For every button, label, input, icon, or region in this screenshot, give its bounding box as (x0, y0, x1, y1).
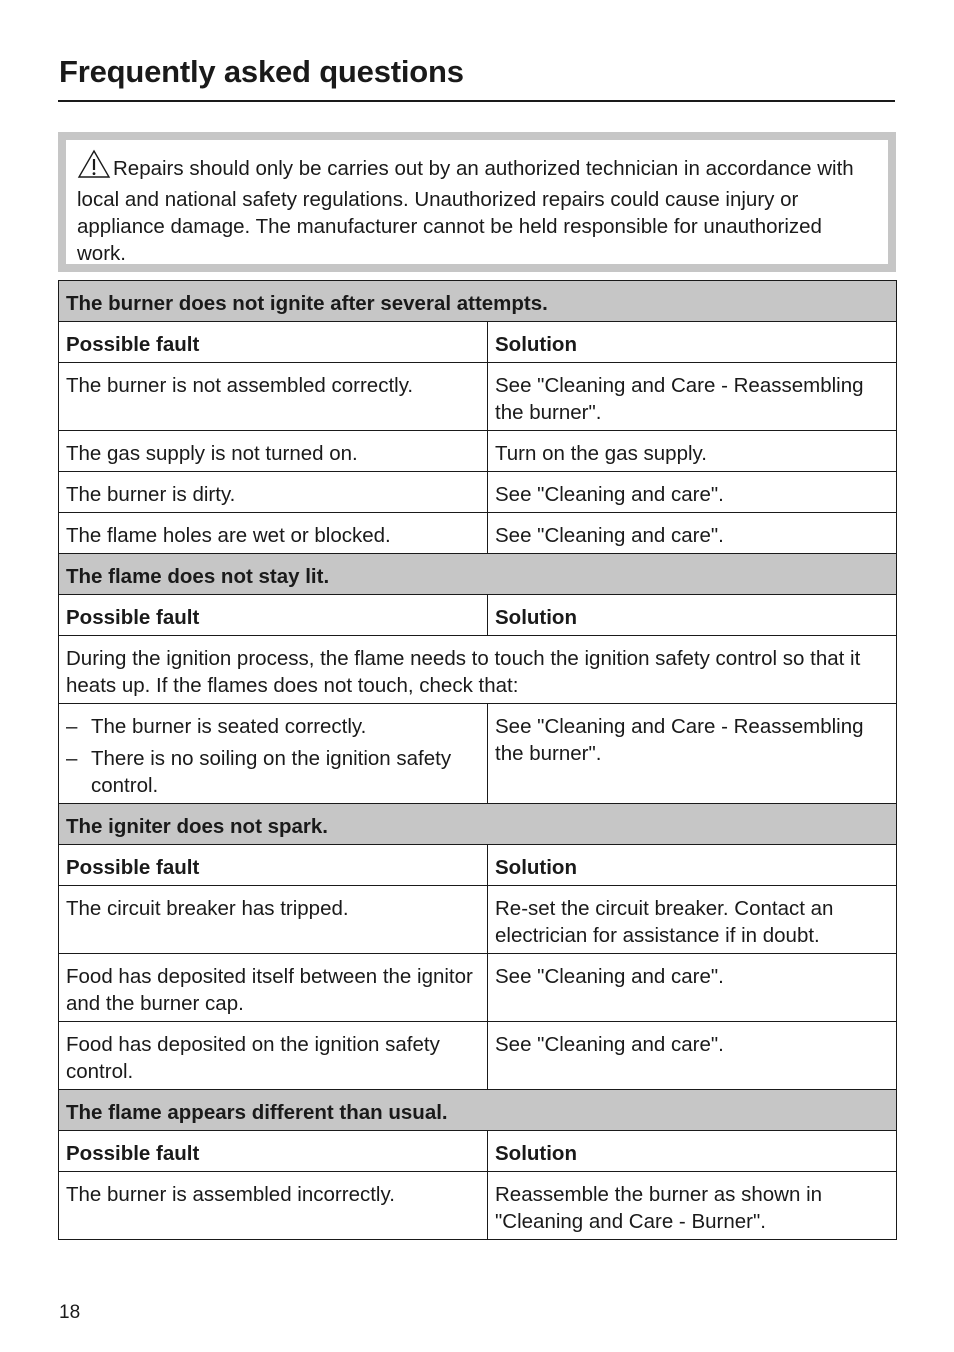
warning-content (66, 140, 888, 264)
section-heading: The burner does not ignite after several attempts. (59, 281, 897, 322)
fault-cell (59, 704, 488, 804)
column-header-solution: Solution (488, 845, 897, 886)
fault-cell: Food has deposited on the ignition safety control. (59, 1022, 488, 1090)
table-row (59, 513, 897, 554)
fault-cell: The burner is assembled incorrectly. (59, 1172, 488, 1240)
page-title: Frequently asked questions (59, 54, 464, 89)
warning-text: Repairs should only be carries out by an authorized technician in accordance with local and national safety regulations. Unauthorized repairs could cause injury or appliance damage. The manufacturer cannot be held responsible for unauthorized work. (77, 157, 854, 265)
fault-cell: Food has deposited itself between the ignitor and the burner cap. (59, 954, 488, 1022)
column-header-fault: Possible fault (59, 845, 488, 886)
section-heading: The flame does not stay lit. (59, 554, 897, 595)
solution-cell: See "Cleaning and care". (488, 513, 897, 554)
fault-cell: The burner is dirty. (59, 472, 488, 513)
solution-cell: Turn on the gas supply. (488, 431, 897, 472)
table-row (59, 431, 897, 472)
table-row (59, 886, 897, 954)
section-heading-row (59, 554, 897, 595)
fault-cell: The gas supply is not turned on. (59, 431, 488, 472)
column-header-solution: Solution (488, 1131, 897, 1172)
table-row (59, 1022, 897, 1090)
fault-cell: The flame holes are wet or blocked. (59, 513, 488, 554)
warning-box (58, 132, 896, 272)
solution-cell: See "Cleaning and care". (488, 1022, 897, 1090)
solution-cell: See "Cleaning and care". (488, 472, 897, 513)
faq-table (58, 280, 897, 1240)
column-header-fault: Possible fault (59, 322, 488, 363)
table-row (59, 954, 897, 1022)
column-header-solution: Solution (488, 595, 897, 636)
column-header-fault: Possible fault (59, 595, 488, 636)
table-row (59, 704, 897, 804)
section-heading-row (59, 1090, 897, 1131)
warning-triangle-icon (77, 149, 111, 186)
section-heading-row (59, 804, 897, 845)
list-item: – The burner is seated correctly. (66, 713, 481, 740)
solution-cell: See "Cleaning and care". (488, 954, 897, 1022)
fault-cell: The circuit breaker has tripped. (59, 886, 488, 954)
check-list (66, 713, 481, 799)
section-heading: The igniter does not spark. (59, 804, 897, 845)
list-item: – There is no soiling on the ignition safety control. (66, 745, 481, 799)
table-row (59, 472, 897, 513)
page-number: 18 (59, 1302, 81, 1323)
column-header-row (59, 322, 897, 363)
column-header-row (59, 595, 897, 636)
column-header-solution: Solution (488, 322, 897, 363)
title-divider (58, 100, 895, 102)
table-row (59, 636, 897, 704)
note-cell: During the ignition process, the flame needs to touch the ignition safety control so that it heats up. If the flames does not touch, check that: (59, 636, 897, 704)
section-heading-row (59, 281, 897, 322)
column-header-row (59, 845, 897, 886)
solution-cell: See "Cleaning and Care - Reassembling the burner". (488, 704, 897, 804)
solution-cell: See "Cleaning and Care - Reassembling the burner". (488, 363, 897, 431)
column-header-row (59, 1131, 897, 1172)
solution-cell: Re-set the circuit breaker. Contact an electrician for assistance if in doubt. (488, 886, 897, 954)
table-row (59, 363, 897, 431)
section-heading: The flame appears different than usual. (59, 1090, 897, 1131)
fault-cell: The burner is not assembled correctly. (59, 363, 488, 431)
column-header-fault: Possible fault (59, 1131, 488, 1172)
solution-cell: Reassemble the burner as shown in "Cleaning and Care - Burner". (488, 1172, 897, 1240)
table-row (59, 1172, 897, 1240)
